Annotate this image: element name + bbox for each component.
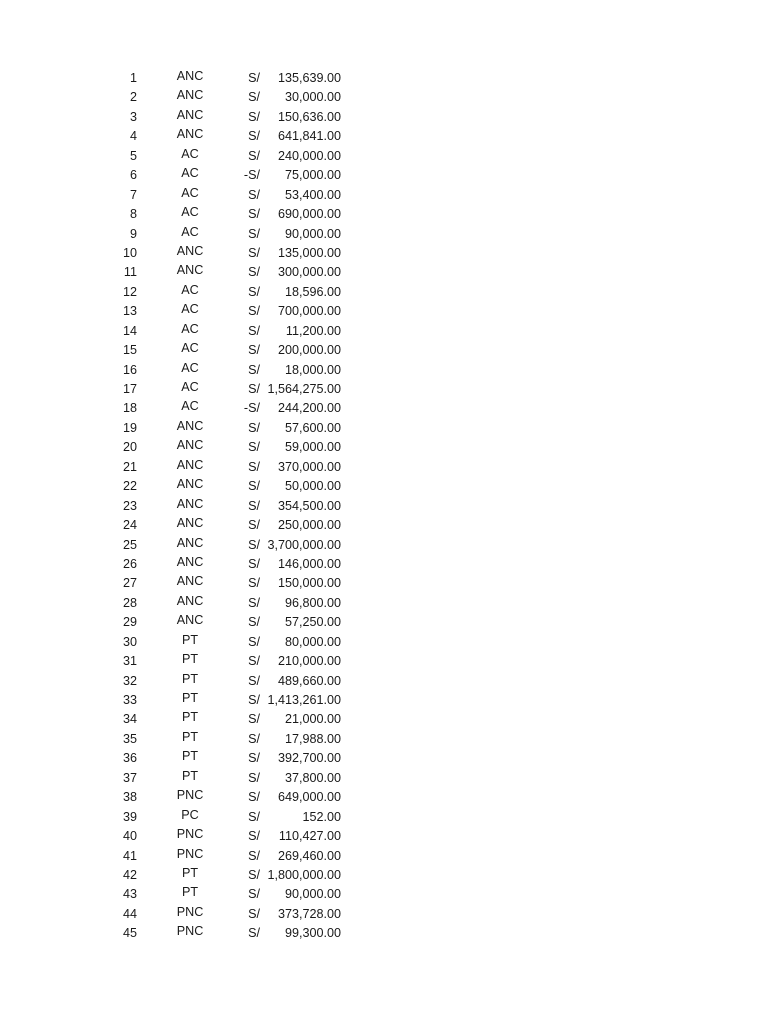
row-number-cell: 28 xyxy=(122,595,137,610)
currency-cell: S/ xyxy=(248,809,260,824)
row-number-cell: 5 xyxy=(129,148,137,163)
account-type-cell: ANC xyxy=(176,107,204,122)
account-type-cell: PT xyxy=(181,652,199,667)
account-type-cell: PNC xyxy=(176,827,204,842)
currency-cell: S/ xyxy=(248,654,260,669)
currency-cell: S/ xyxy=(248,129,260,144)
amount-cell: 57,600.00 xyxy=(284,420,341,435)
currency-cell: S/ xyxy=(248,90,260,105)
row-number-cell: 29 xyxy=(122,615,137,630)
row-number-cell: 12 xyxy=(122,284,137,299)
row-number-cell: 2 xyxy=(129,90,137,105)
table-row xyxy=(0,380,768,399)
currency-cell: S/ xyxy=(248,673,260,688)
account-type-cell: AC xyxy=(181,185,199,200)
row-number-cell: 40 xyxy=(122,829,137,844)
row-number-cell: 45 xyxy=(122,926,137,941)
currency-cell: S/ xyxy=(248,829,260,844)
currency-cell: S/ xyxy=(248,712,260,727)
amount-cell: 392,700.00 xyxy=(277,751,341,766)
table-row xyxy=(0,866,768,885)
amount-cell: 1,564,275.00 xyxy=(267,382,341,396)
account-type-cell: AC xyxy=(181,360,199,375)
row-number-cell: 14 xyxy=(122,323,137,338)
currency-cell: S/ xyxy=(248,615,260,630)
currency-cell: S/ xyxy=(248,537,260,552)
row-number-cell: 6 xyxy=(129,168,137,183)
table-row xyxy=(0,905,768,924)
amount-cell: 80,000.00 xyxy=(284,634,341,649)
amount-cell: 135,000.00 xyxy=(277,245,341,260)
row-number-cell: 22 xyxy=(122,479,137,494)
amount-cell: 3,700,000.00 xyxy=(267,537,341,552)
amount-cell: 96,800.00 xyxy=(284,595,341,610)
currency-cell: S/ xyxy=(248,382,260,396)
account-type-cell: ANC xyxy=(176,613,204,628)
account-type-cell: ANC xyxy=(176,554,204,569)
amount-cell: 200,000.00 xyxy=(277,343,341,358)
row-number-cell: 20 xyxy=(122,440,137,455)
currency-cell: S/ xyxy=(248,148,260,163)
currency-cell: S/ xyxy=(248,440,260,455)
table-row xyxy=(0,924,768,943)
row-number-cell: 10 xyxy=(122,245,137,260)
currency-cell: S/ xyxy=(248,245,260,260)
account-type-cell: PT xyxy=(181,885,199,900)
table-row xyxy=(0,322,768,341)
table-row xyxy=(0,302,768,321)
currency-cell: S/ xyxy=(248,576,260,591)
table-row xyxy=(0,808,768,827)
currency-cell: S/ xyxy=(248,459,260,474)
table-row xyxy=(0,788,768,807)
amount-cell: 135,639.00 xyxy=(277,71,341,85)
account-type-cell: ANC xyxy=(176,88,204,103)
amount-cell: 30,000.00 xyxy=(284,90,341,105)
table-row xyxy=(0,263,768,282)
account-type-cell: PNC xyxy=(176,788,204,803)
row-number-cell: 7 xyxy=(129,187,137,202)
table-row xyxy=(0,244,768,263)
amount-cell: 50,000.00 xyxy=(284,479,341,494)
currency-cell: S/ xyxy=(248,867,260,882)
currency-cell: S/ xyxy=(248,71,260,85)
amount-cell: 57,250.00 xyxy=(284,615,341,630)
table-row xyxy=(0,205,768,224)
table-row xyxy=(0,847,768,866)
account-type-cell: ANC xyxy=(176,243,204,258)
currency-cell: S/ xyxy=(248,479,260,494)
table-row xyxy=(0,885,768,904)
amount-cell: 300,000.00 xyxy=(277,265,341,280)
account-type-cell: PT xyxy=(181,865,199,880)
table-row xyxy=(0,186,768,205)
currency-cell: S/ xyxy=(248,518,260,533)
amount-cell: 649,000.00 xyxy=(277,790,341,805)
row-number-cell: 3 xyxy=(129,109,137,124)
account-type-cell: PNC xyxy=(176,924,204,939)
row-number-cell: 31 xyxy=(122,654,137,669)
amount-cell: 146,000.00 xyxy=(277,556,341,571)
amount-cell: 18,000.00 xyxy=(284,362,341,377)
account-type-cell: PC xyxy=(181,807,199,822)
account-type-cell: ANC xyxy=(176,263,204,278)
row-number-cell: 27 xyxy=(122,576,137,591)
amount-cell: 1,413,261.00 xyxy=(267,693,341,707)
table-row xyxy=(0,477,768,496)
table-row xyxy=(0,555,768,574)
row-number-cell: 18 xyxy=(122,401,137,416)
amount-cell: 150,636.00 xyxy=(277,109,341,124)
currency-cell: S/ xyxy=(248,556,260,571)
account-type-cell: ANC xyxy=(176,457,204,472)
amount-cell: 240,000.00 xyxy=(277,148,341,163)
currency-cell: S/ xyxy=(248,498,260,513)
table-row xyxy=(0,749,768,768)
amount-cell: 21,000.00 xyxy=(284,712,341,727)
row-number-cell: 24 xyxy=(122,518,137,533)
account-type-cell: ANC xyxy=(176,535,204,550)
amount-cell: 152.00 xyxy=(302,809,341,824)
amount-cell: 99,300.00 xyxy=(284,926,341,941)
table-row xyxy=(0,633,768,652)
account-type-cell: PT xyxy=(181,710,199,725)
amount-cell: 37,800.00 xyxy=(284,770,341,785)
table-row xyxy=(0,438,768,457)
account-type-cell: AC xyxy=(181,205,199,220)
account-type-cell: AC xyxy=(181,399,199,414)
account-type-cell: PT xyxy=(181,768,199,783)
account-type-cell: PT xyxy=(181,671,199,686)
currency-cell: S/ xyxy=(248,362,260,377)
currency-cell: S/ xyxy=(248,265,260,280)
table-row xyxy=(0,652,768,671)
currency-cell: S/ xyxy=(248,207,260,222)
table-row xyxy=(0,710,768,729)
row-number-cell: 15 xyxy=(122,343,137,358)
row-number-cell: 4 xyxy=(129,129,137,144)
account-type-cell: ANC xyxy=(176,496,204,511)
table-row xyxy=(0,361,768,380)
table-row xyxy=(0,536,768,555)
currency-cell: S/ xyxy=(248,906,260,921)
currency-cell: S/ xyxy=(248,323,260,338)
row-number-cell: 23 xyxy=(122,498,137,513)
row-number-cell: 32 xyxy=(122,673,137,688)
account-type-cell: AC xyxy=(181,282,199,297)
account-type-cell: PT xyxy=(181,691,199,705)
account-type-cell: AC xyxy=(181,224,199,239)
amount-cell: 641,841.00 xyxy=(277,129,341,144)
account-type-cell: PT xyxy=(181,749,199,764)
table-row xyxy=(0,672,768,691)
table-row xyxy=(0,458,768,477)
amount-cell: 53,400.00 xyxy=(284,187,341,202)
row-number-cell: 17 xyxy=(122,382,137,396)
amount-cell: 489,660.00 xyxy=(277,673,341,688)
row-number-cell: 35 xyxy=(122,731,137,746)
amount-cell: 370,000.00 xyxy=(277,459,341,474)
account-type-cell: ANC xyxy=(176,438,204,453)
row-number-cell: 39 xyxy=(122,809,137,824)
table-row xyxy=(0,574,768,593)
row-number-cell: 42 xyxy=(122,867,137,882)
account-type-cell: PNC xyxy=(176,846,204,861)
table-row xyxy=(0,69,768,88)
currency-cell: S/ xyxy=(248,420,260,435)
table-row xyxy=(0,730,768,749)
amount-cell: 373,728.00 xyxy=(277,906,341,921)
table-row xyxy=(0,127,768,146)
currency-cell: S/ xyxy=(248,731,260,746)
row-number-cell: 13 xyxy=(122,304,137,319)
currency-cell: S/ xyxy=(248,226,260,241)
currency-cell: S/ xyxy=(248,770,260,785)
currency-cell: S/ xyxy=(248,634,260,649)
row-number-cell: 38 xyxy=(122,790,137,805)
amount-cell: 244,200.00 xyxy=(277,401,341,416)
account-type-cell: PT xyxy=(181,632,199,647)
table-row xyxy=(0,225,768,244)
spreadsheet-table xyxy=(0,69,768,944)
table-row xyxy=(0,147,768,166)
amount-cell: 690,000.00 xyxy=(277,207,341,222)
currency-cell: S/ xyxy=(248,284,260,299)
row-number-cell: 26 xyxy=(122,556,137,571)
row-number-cell: 19 xyxy=(122,420,137,435)
row-number-cell: 41 xyxy=(122,848,137,863)
table-row xyxy=(0,166,768,185)
row-number-cell: 9 xyxy=(129,226,137,241)
account-type-cell: AC xyxy=(181,302,199,317)
table-row xyxy=(0,516,768,535)
amount-cell: 700,000.00 xyxy=(277,304,341,319)
currency-cell: S/ xyxy=(248,926,260,941)
row-number-cell: 1 xyxy=(129,71,137,85)
table-row xyxy=(0,399,768,418)
row-number-cell: 34 xyxy=(122,712,137,727)
row-number-cell: 30 xyxy=(122,634,137,649)
currency-cell: S/ xyxy=(248,887,260,902)
account-type-cell: PT xyxy=(181,729,199,744)
row-number-cell: 43 xyxy=(122,887,137,902)
amount-cell: 90,000.00 xyxy=(284,226,341,241)
table-row xyxy=(0,613,768,632)
table-row xyxy=(0,769,768,788)
table-row xyxy=(0,691,768,710)
amount-cell: 11,200.00 xyxy=(285,323,341,338)
currency-cell: -S/ xyxy=(243,168,260,183)
account-type-cell: AC xyxy=(181,166,199,181)
amount-cell: 59,000.00 xyxy=(284,440,341,455)
row-number-cell: 21 xyxy=(122,459,137,474)
amount-cell: 354,500.00 xyxy=(277,498,341,513)
account-type-cell: ANC xyxy=(176,593,204,608)
amount-cell: 150,000.00 xyxy=(277,576,341,591)
row-number-cell: 36 xyxy=(122,751,137,766)
row-number-cell: 37 xyxy=(122,770,137,785)
amount-cell: 250,000.00 xyxy=(277,518,341,533)
currency-cell: S/ xyxy=(248,693,260,707)
currency-cell: S/ xyxy=(248,751,260,766)
table-row xyxy=(0,497,768,516)
account-type-cell: ANC xyxy=(176,574,204,589)
account-type-cell: ANC xyxy=(176,69,204,83)
row-number-cell: 16 xyxy=(122,362,137,377)
table-row xyxy=(0,341,768,360)
account-type-cell: PNC xyxy=(176,904,204,919)
currency-cell: S/ xyxy=(248,109,260,124)
currency-cell: S/ xyxy=(248,848,260,863)
account-type-cell: ANC xyxy=(176,127,204,142)
amount-cell: 18,596.00 xyxy=(284,284,341,299)
table-row xyxy=(0,594,768,613)
account-type-cell: ANC xyxy=(176,516,204,531)
row-number-cell: 44 xyxy=(122,906,137,921)
table-row xyxy=(0,419,768,438)
row-number-cell: 25 xyxy=(122,537,137,552)
row-number-cell: 8 xyxy=(129,207,137,222)
table-row xyxy=(0,108,768,127)
amount-cell: 269,460.00 xyxy=(277,848,341,863)
account-type-cell: AC xyxy=(181,321,199,336)
amount-cell: 90,000.00 xyxy=(284,887,341,902)
currency-cell: S/ xyxy=(248,304,260,319)
currency-cell: S/ xyxy=(248,187,260,202)
currency-cell: S/ xyxy=(248,343,260,358)
account-type-cell: ANC xyxy=(176,477,204,492)
amount-cell: 1,800,000.00 xyxy=(267,867,341,882)
account-type-cell: ANC xyxy=(176,418,204,433)
currency-cell: -S/ xyxy=(243,401,260,416)
currency-cell: S/ xyxy=(248,595,260,610)
table-row xyxy=(0,283,768,302)
row-number-cell: 11 xyxy=(123,265,137,280)
amount-cell: 110,427.00 xyxy=(278,829,341,844)
amount-cell: 75,000.00 xyxy=(284,168,341,183)
account-type-cell: AC xyxy=(181,146,199,161)
table-row xyxy=(0,827,768,846)
table-row xyxy=(0,88,768,107)
currency-cell: S/ xyxy=(248,790,260,805)
amount-cell: 210,000.00 xyxy=(277,654,341,669)
row-number-cell: 33 xyxy=(122,693,137,707)
account-type-cell: AC xyxy=(181,380,199,394)
amount-cell: 17,988.00 xyxy=(284,731,341,746)
account-type-cell: AC xyxy=(181,341,199,356)
